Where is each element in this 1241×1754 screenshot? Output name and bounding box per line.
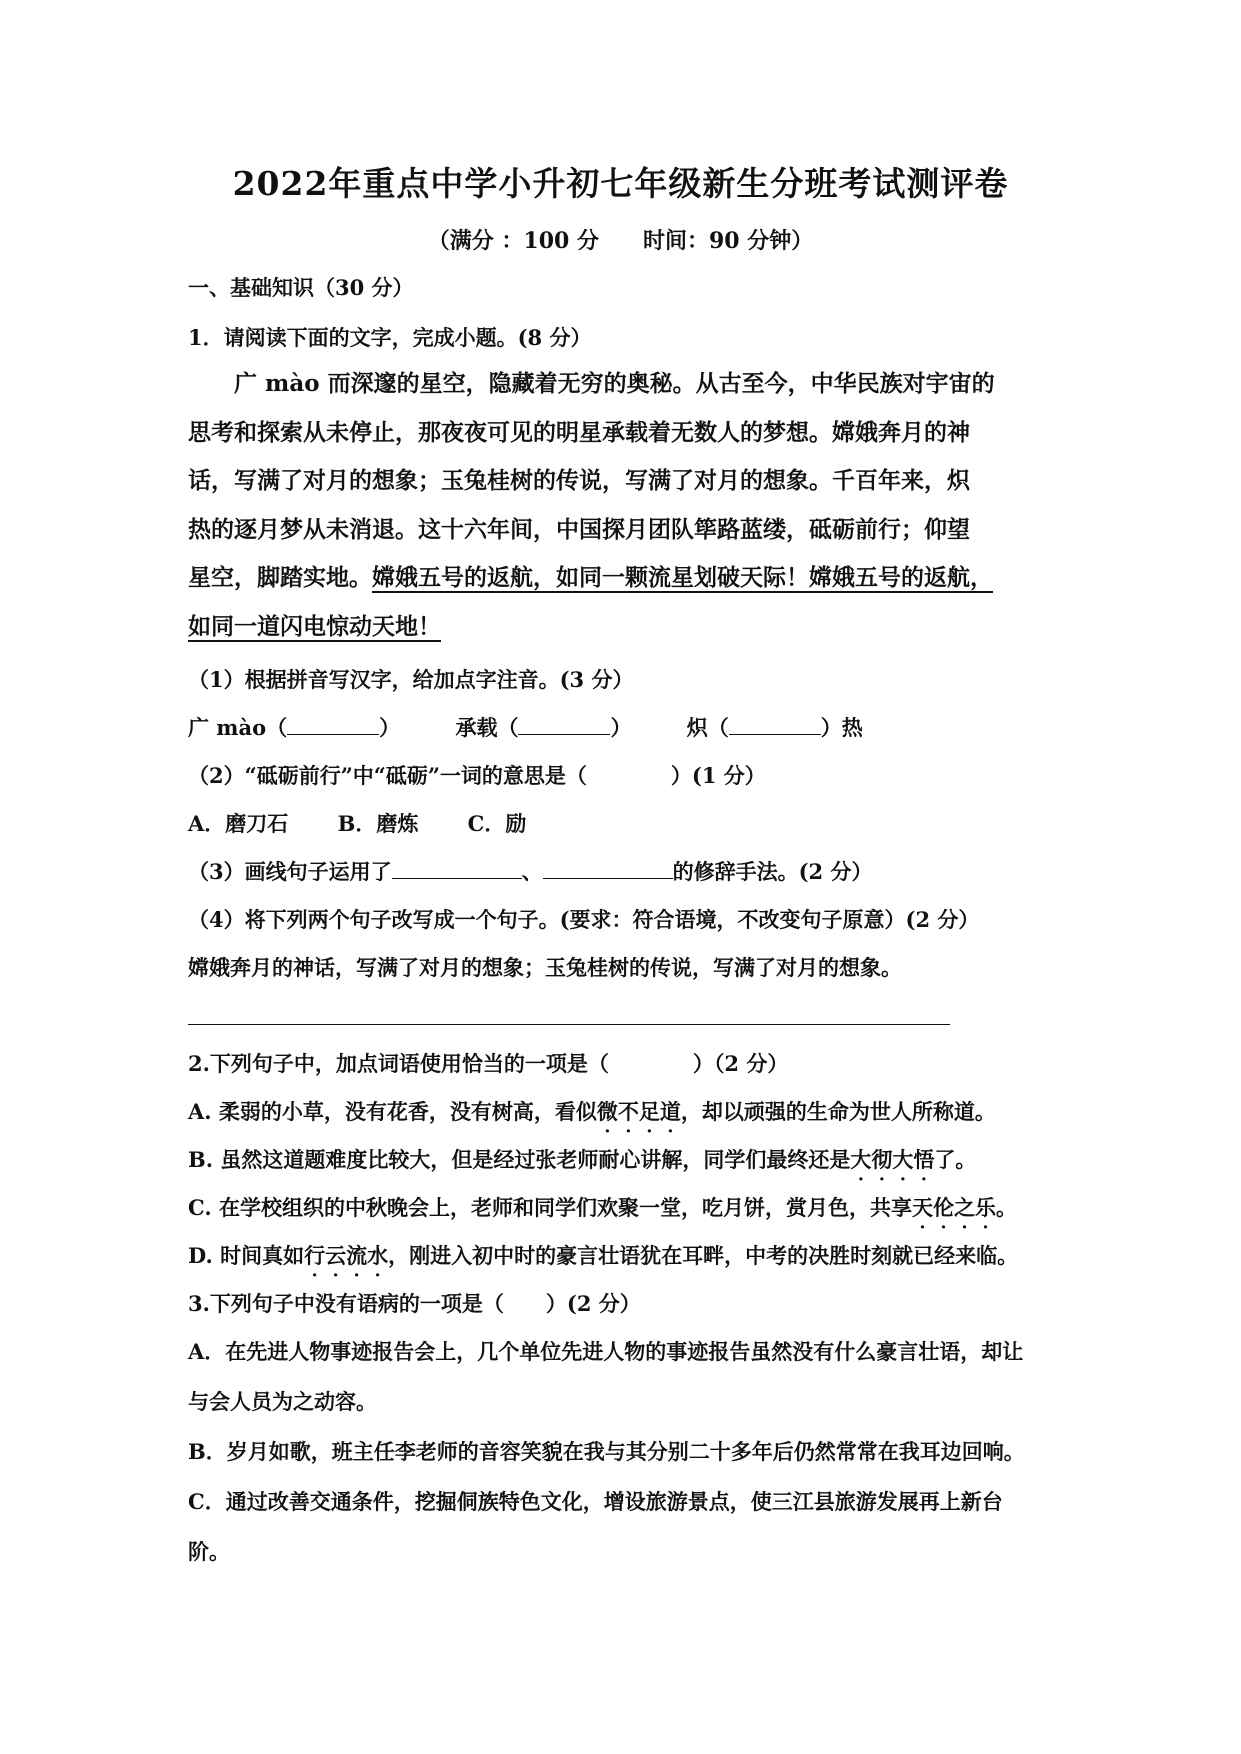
fill-close: ） — [610, 715, 632, 740]
fill-close: ） — [379, 715, 401, 740]
emphasis-char: 水 — [367, 1243, 389, 1268]
dotted-phrase — [850, 1147, 934, 1172]
dotted-phrase — [304, 1243, 388, 1268]
emphasis-char: 伦 — [932, 1195, 954, 1220]
exam-title: 2022年重点中学小升初七年级新生分班考试测评卷 — [232, 164, 1009, 203]
opt-text: A. 柔弱的小草，没有花香，没有树高，看似 — [188, 1099, 597, 1124]
exam-subtitle: （满分 ：100 分 时间：90 分钟） — [427, 228, 814, 254]
passage-line — [188, 603, 1058, 652]
emphasis-char: 天 — [911, 1195, 933, 1220]
emphasis-char: 云 — [325, 1243, 347, 1268]
question-1-stem: 1．请阅读下面的文字，完成小题。(8 分） — [188, 325, 592, 350]
answer-blank[interactable] — [729, 734, 821, 735]
passage-line: 广 mào 而深邃的星空，隐藏着无穷的奥秘。从古至今，中华民族对宇宙的 — [188, 370, 995, 397]
answer-blank[interactable] — [392, 878, 522, 879]
question-2-option-a — [188, 1096, 996, 1126]
sub3-text: （3）画线句子运用了 — [188, 859, 392, 884]
fill-label: 承载（ — [455, 715, 519, 740]
opt-text: 。 — [995, 1195, 1017, 1220]
emphasis-char: 彻 — [871, 1147, 893, 1172]
answer-blank[interactable] — [287, 734, 379, 735]
question-2-option-c — [188, 1192, 1017, 1222]
emphasis-char: 行 — [304, 1243, 326, 1268]
sub-question-1: （1）根据拼音写汉字，给加点字注音。(3 分） — [188, 667, 634, 692]
emphasis-char: 微 — [596, 1099, 618, 1124]
question-2-option-b — [188, 1144, 976, 1174]
sub-question-2-options: A．磨刀石 B．磨炼 C．励 — [188, 811, 527, 836]
dotted-phrase — [597, 1099, 681, 1124]
emphasis-char: 乐 — [974, 1195, 996, 1220]
opt-text: 了。 — [934, 1147, 977, 1172]
question-2-stem: 2.下列句子中，加点词语使用恰当的一项是（ ）（2 分） — [188, 1051, 789, 1076]
question-3-option-a: A．在先进人物事迹报告会上，几个单位先进人物的事迹报告虽然没有什么豪言壮语，却让 — [188, 1339, 1024, 1364]
pinyin-fill-row — [188, 712, 863, 742]
question-3-option-a-cont: 与会人员为之动容。 — [188, 1389, 377, 1414]
emphasis-char: 大 — [850, 1147, 872, 1172]
passage-line: 热的逐月梦从未消退。这十六年间，中国探月团队筚路蓝缕，砥砺前行；仰望 — [188, 515, 970, 543]
emphasis-char: 之 — [953, 1195, 975, 1220]
sub3-text: 的修辞手法。(2 分） — [672, 859, 873, 884]
emphasis-char: 大 — [892, 1147, 914, 1172]
opt-text: C. 在学校组织的中秋晚会上，老师和同学们欢聚一堂，吃月饼，赏月色，共享 — [188, 1195, 912, 1220]
fill-label: 炽（ — [686, 715, 729, 740]
emphasis-char: 道 — [659, 1099, 681, 1124]
answer-blank[interactable] — [518, 734, 610, 735]
emphasis-char: 不 — [617, 1099, 639, 1124]
opt-text: ，刚进入初中时的豪言壮语犹在耳畔，中考的决胜时刻就已经来临。 — [388, 1243, 1019, 1268]
reading-passage — [188, 360, 1058, 652]
underlined-sentence: 如同一道闪电惊动天地！ — [188, 612, 441, 640]
answer-line[interactable] — [188, 1024, 950, 1025]
dotted-phrase — [912, 1195, 996, 1220]
question-3-stem: 3.下列句子中没有语病的一项是（ ）(2 分） — [188, 1291, 641, 1316]
passage-line: 话，写满了对月的想象；玉兔桂树的传说，写满了对月的想象。千百年来，炽 — [188, 467, 970, 495]
sub-question-4-text: 嫦娥奔月的神话，写满了对月的想象；玉兔桂树的传说，写满了对月的想象。 — [188, 955, 902, 980]
emphasis-char: 悟 — [913, 1147, 935, 1172]
opt-text: ，却以顽强的生命为世人所称道。 — [680, 1099, 996, 1124]
passage-text: 星空，脚踏实地。 — [188, 564, 372, 592]
question-3-option-c: C．通过改善交通条件，挖掘侗族特色文化，增设旅游景点，使三江县旅游发展再上新台 — [188, 1489, 1003, 1514]
passage-line — [188, 554, 1058, 603]
sub-question-3 — [188, 856, 872, 886]
passage-line: 思考和探索从未停止，那夜夜可见的明星承载着无数人的梦想。嫦娥奔月的神 — [188, 418, 970, 446]
question-3-option-c-cont: 阶。 — [188, 1539, 230, 1564]
sub-question-2: （2）“砥砺前行”中“砥砺”一词的意思是（ ）(1 分） — [188, 763, 766, 788]
sub3-sep: 、 — [521, 859, 543, 884]
fill-label: 广 mào（ — [188, 715, 288, 740]
section-heading: 一、基础知识（30 分） — [188, 275, 414, 300]
opt-text: B. 虽然这道题难度比较大，但是经过张老师耐心讲解，同学们最终还是 — [188, 1147, 851, 1172]
question-2-option-d — [188, 1240, 1018, 1270]
emphasis-char: 足 — [638, 1099, 660, 1124]
underlined-sentence: 嫦娥五号的返航，如同一颗流星划破天际！嫦娥五号的返航， — [372, 564, 993, 592]
fill-close: ）热 — [820, 715, 863, 740]
emphasis-char: 流 — [346, 1243, 368, 1268]
sub-question-4: （4）将下列两个句子改写成一个句子。(要求：符合语境，不改变句子原意）(2 分） — [188, 907, 980, 932]
answer-blank[interactable] — [543, 878, 673, 879]
question-3-option-b: B．岁月如歌，班主任李老师的音容笑貌在我与其分别二十多年后仍然常常在我耳边回响。 — [188, 1439, 1025, 1464]
opt-text: D. 时间真如 — [188, 1243, 305, 1268]
